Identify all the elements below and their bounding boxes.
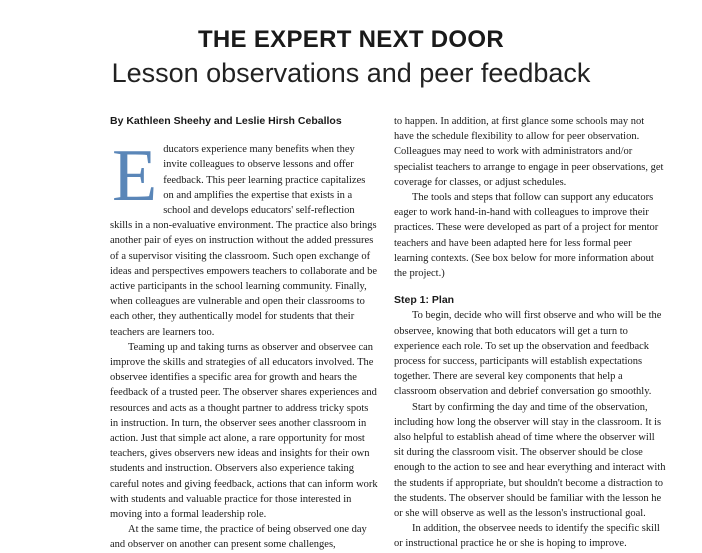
article-title: THE EXPERT NEXT DOOR (197, 26, 505, 53)
article-subtitle: Lesson observations and peer feedback (111, 58, 591, 88)
right-column (394, 114, 666, 552)
intro-paragraph (110, 135, 378, 340)
paragraph-tools-steps: The tools and steps that follow can support any educators eager to work hand-in-hand with colleagues to improve their practices. These were developed as part of a project for mentor teachers and have been adapted here for less formal peer learning contexts. (See box below for more information about the project.) (394, 192, 659, 280)
step-1-heading: Step 1: Plan (394, 294, 455, 307)
paragraph-same-time: At the same time, the practice of being observed one day and observer on another can present some challenges, (110, 524, 367, 551)
paragraph-teaming-up: Teaming up and taking turns as observer and observee can improve the skills and strategies of all educators involved. The observee identifies a specific area for growth and hears the feedback of a trusted peer. The observer shares experiences and resources and acts as a thought partner to address tricky spots in instruction. In turn, the observer sees another classroom in action. Just that simple act alone, a rare opportunity for most teachers, gives observers new ideas and insights for their own students and instruction. Observers also experience taking careful notes and giving feedback, actions that can inform work with students and valuable practice for those interested in moving into a formal leadership role. (110, 341, 378, 521)
drop-cap: E (112, 135, 158, 218)
paragraph-begin: To begin, decide who will first observe and who will be the observee, knowing that both educators will get a turn to experience each role. To set up the observation and feedback process for success, participants will establish expectations together. There are several key components that help a classroom observation and debrief conversation go smoothly. (394, 310, 662, 398)
paragraph-confirm-time: Start by confirming the day and time of the observation, including how long the observer will stay in the classroom. It is also helpful to establish ahead of time where the observer will sit during the classroom visit. The observer should be close enough to the action to see and hear everything and interact with the students if appropriate, but shouldn't become a distraction to the students. The observer should be familiar with the lesson he or she will observe as well as the lesson's instructional goal. (394, 401, 666, 520)
byline: By Kathleen Sheehy and Leslie Hirsh Ceballos (110, 115, 342, 127)
paragraph-identify-skill: In addition, the observee needs to identify the specific skill or instructional practice he or she is hoping to improve. (394, 523, 660, 550)
paragraph-continued: to happen. In addition, at first glance some schools may not have the schedule flexibility to allow for peer observation. Colleagues may need to work with administrators and/or specialist teachers to arrange to engage in peer observations, get coverage for classes, or adjust schedules. (394, 116, 664, 188)
left-column (110, 114, 378, 553)
intro-paragraph-text: ducators experience many benefits when they invite colleagues to observe lessons and offer feedback. This peer learning practice capitalizes on and amplifies the expertise that exists in a school and develops educators' self-reflection skills in a non-evaluative environment. The practice also brings another pair of eyes on instruction without the added pressures of a supervisor visiting the classroom. Such open exchange of ideas and perspectives empowers teachers to collaborate and be active participants in the school learning community. Finally, when colleagues are vulnerable and open their classrooms to each other, they authentically model for students that their teachers are learners too. (110, 144, 378, 338)
